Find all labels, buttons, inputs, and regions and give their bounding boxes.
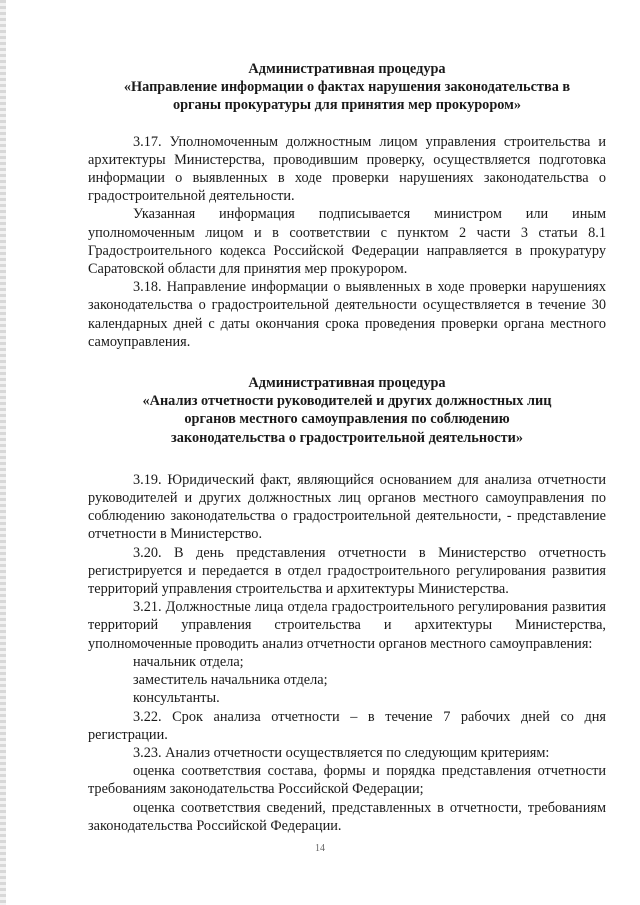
heading-line: законодательства о градостроительной деятельности» bbox=[171, 429, 523, 446]
scan-left-edge bbox=[0, 0, 6, 905]
heading-line: «Анализ отчетности руководителей и других должностных лиц bbox=[142, 393, 552, 410]
official-list-item: начальник отдела; bbox=[133, 653, 244, 670]
paragraph-signing: Указанная информация подписывается министром или иным уполномоченным лицом и в соответствии с пунктом 2 части 3 статьи 8.1 Градостроительного кодекса Российской Федерации направляется в прокуратуру Саратовской области для принятия мер прокурором. bbox=[88, 206, 606, 278]
official-list-item: заместитель начальника отдела; bbox=[133, 672, 328, 689]
heading-line: Административная процедура bbox=[248, 375, 446, 392]
paragraph-3-21: 3.21. Должностные лица отдела градостроительного регулирования развития территорий управления строительства и архитектуры Министерства, уполномоченные проводить анализ отчетности органов местного самоуправления: bbox=[88, 599, 606, 652]
paragraph-3-18: 3.18. Направление информации о выявленных в ходе проверки нарушениях законодательства о градостроительной деятельности осуществляется в течение 30 календарных дней с даты окончания срока проведения проверки органа местного самоуправления. bbox=[88, 279, 606, 350]
official-list-item: консультанты. bbox=[133, 690, 220, 707]
criterion-item: оценка соответствия сведений, представленных в отчетности, требованиям законодательства Российской Федерации. bbox=[88, 799, 606, 834]
section-heading-prosecutor bbox=[88, 60, 606, 115]
paragraph-3-22: 3.22. Срок анализа отчетности – в течение 7 рабочих дней со дня регистрации. bbox=[88, 708, 606, 743]
paragraph-3-19: 3.19. Юридический факт, являющийся основанием для анализа отчетности руководителей и других должностных лиц органов местного самоуправления по соблюдению законодательства о градостроительной деятельности, - представление отчетности в Министерство. bbox=[88, 471, 606, 543]
paragraph-3-23: 3.23. Анализ отчетности осуществляется по следующим критериям: bbox=[133, 744, 550, 761]
page-number: 14 bbox=[315, 843, 325, 854]
paragraph-3-17: 3.17. Уполномоченным должностным лицом управления строительства и архитектуры Министерства, проводившим проверку, осуществляется подготовка информации о выявленных в ходе проверки нарушениях законодательства о градостроительной деятельности. bbox=[88, 133, 606, 205]
document-body bbox=[88, 60, 606, 835]
criterion-item: оценка соответствия состава, формы и порядка представления отчетности требованиям законодательства Российской Федерации; bbox=[88, 763, 606, 798]
heading-line: Административная процедура bbox=[248, 61, 446, 77]
paragraph-3-20: 3.20. В день представления отчетности в Министерство отчетность регистрируется и передается в отдел градостроительного регулирования развития территорий управления строительства и архитектуры Министерства. bbox=[88, 544, 606, 598]
section-heading-reporting-analysis bbox=[88, 374, 606, 447]
heading-line: органов местного самоуправления по соблюдению bbox=[184, 411, 510, 428]
heading-line: органы прокуратуры для принятия мер прокурором» bbox=[172, 97, 522, 114]
heading-line: «Направление информации о фактах нарушения законодательства в bbox=[123, 79, 571, 96]
